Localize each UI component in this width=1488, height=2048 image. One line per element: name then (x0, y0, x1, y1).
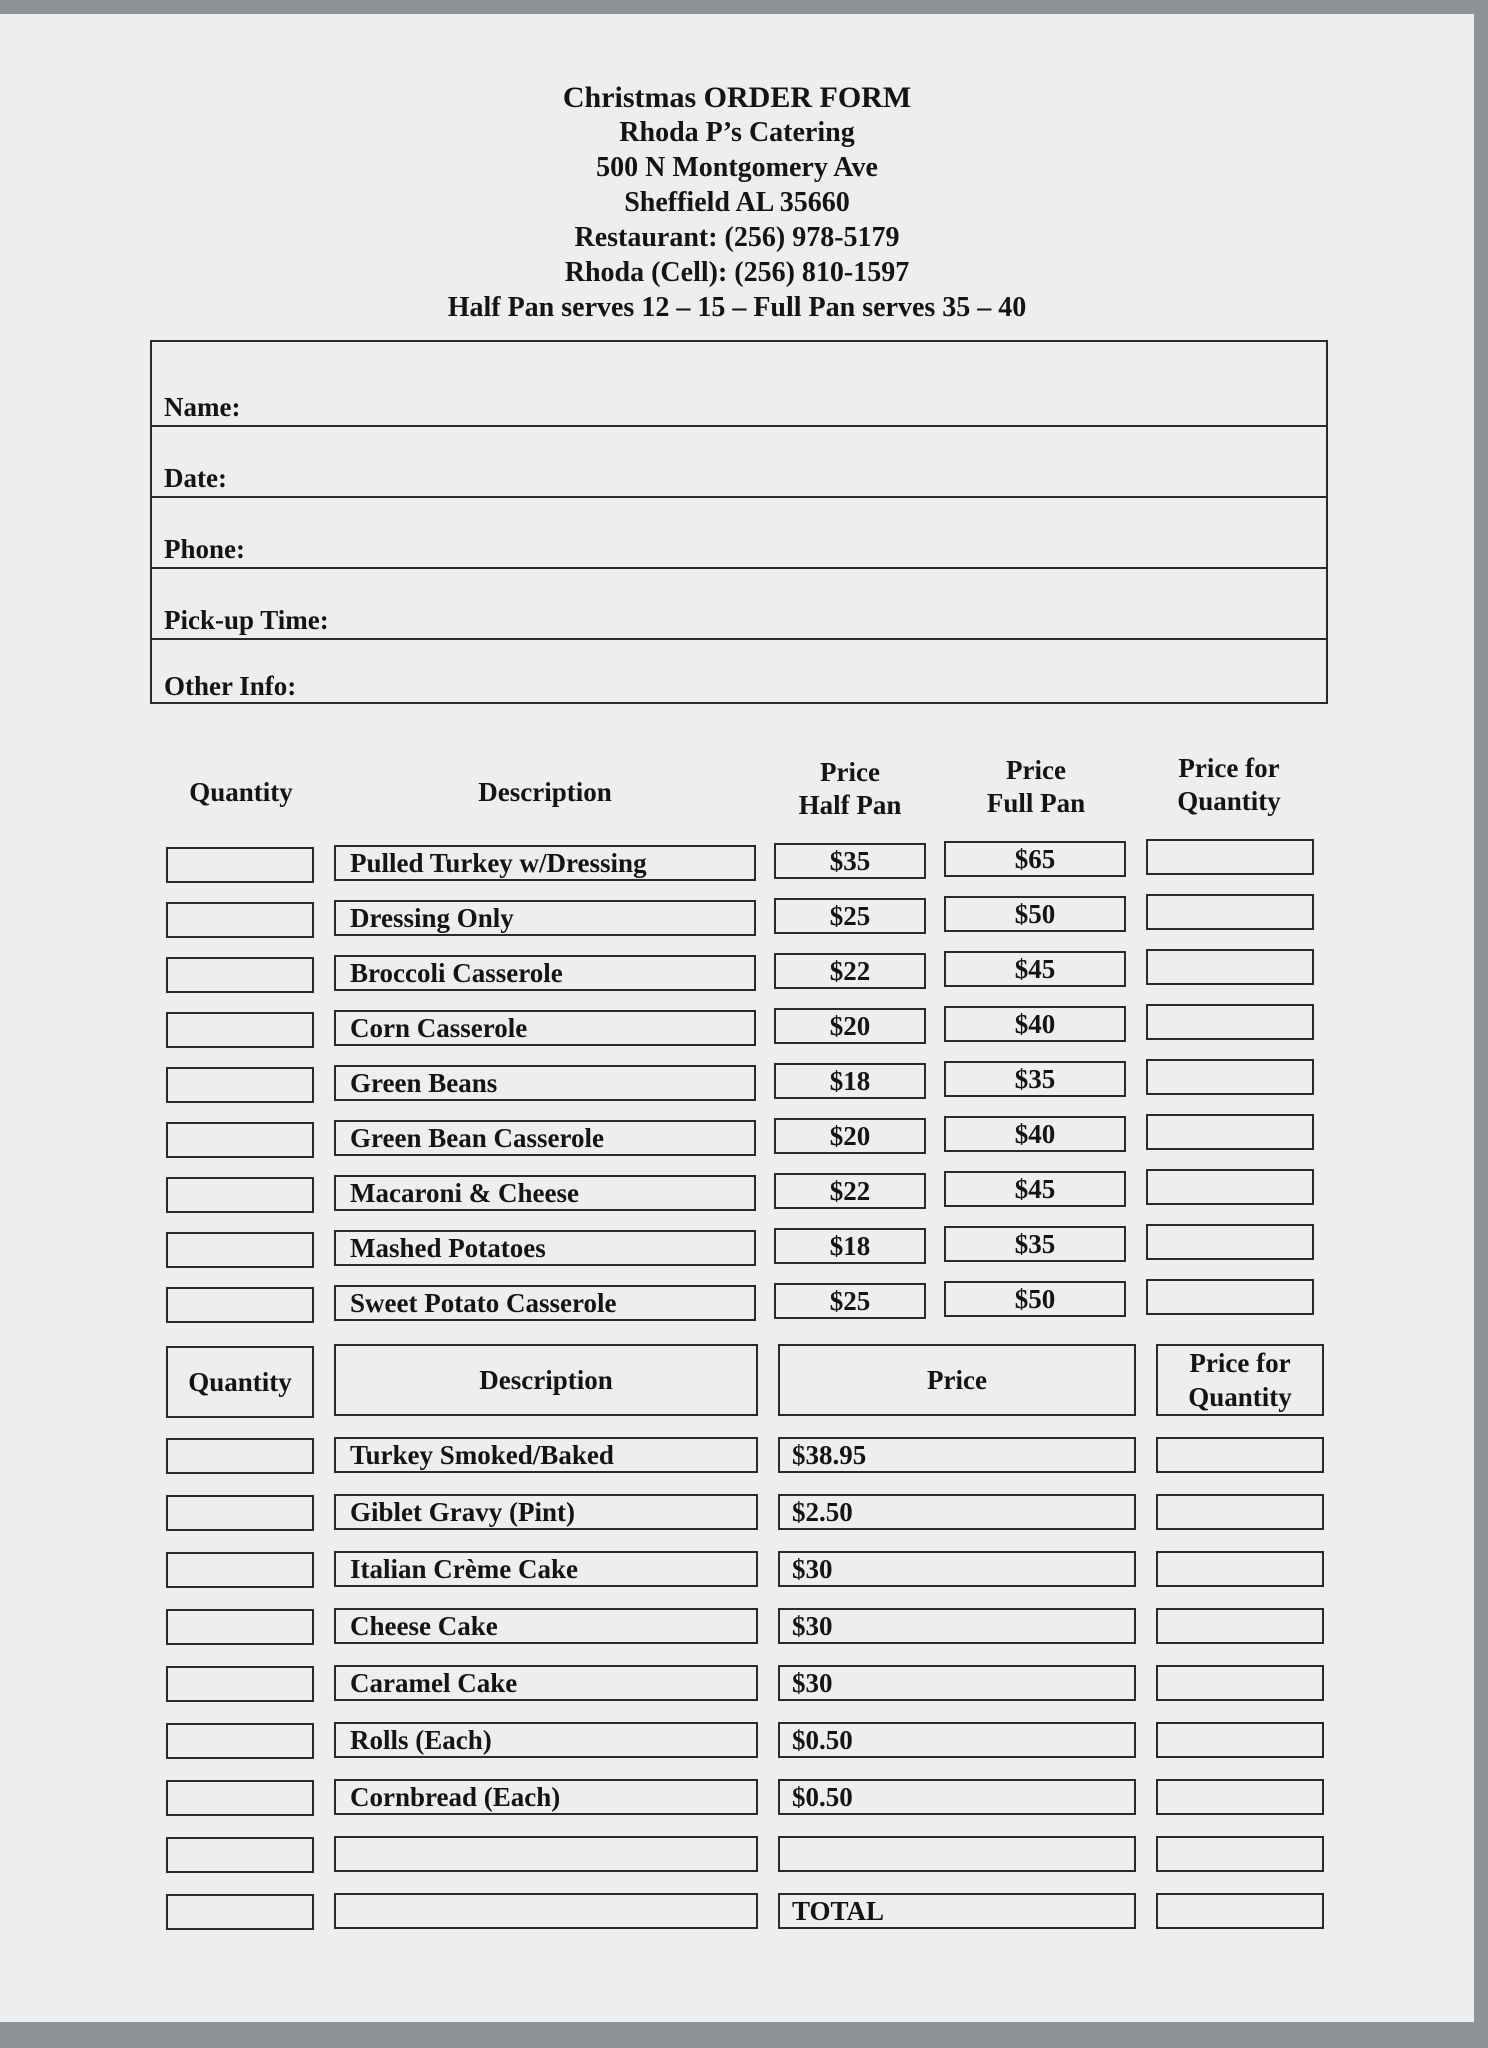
other-info-label: Other Info: (164, 671, 297, 701)
s1-description-cell: Macaroni & Cheese (334, 1175, 756, 1211)
s2-description-cell (334, 1893, 758, 1929)
s1-full-pan-header-line1: Price (1006, 755, 1066, 785)
s2-price-for-quantity-box[interactable] (1156, 1608, 1324, 1644)
s2-price-cell: $30 (778, 1665, 1136, 1701)
s1-full-pan-price: $35 (944, 1226, 1126, 1262)
phone-label: Phone: (164, 534, 245, 564)
s1-price-for-quantity-box[interactable] (1146, 894, 1314, 930)
s2-description-cell (334, 1836, 758, 1872)
pickup-time-label: Pick-up Time: (164, 605, 329, 635)
s1-price-for-quantity-box[interactable] (1146, 1004, 1314, 1040)
pickup-time-field[interactable] (152, 569, 1326, 640)
s1-quantity-box[interactable] (166, 1287, 314, 1323)
s2-quantity-header: Quantity (166, 1346, 314, 1418)
restaurant-phone: Restaurant: (256) 978-5179 (574, 222, 900, 253)
s2-price-for-quantity-box[interactable] (1156, 1665, 1324, 1701)
s2-description-cell: Turkey Smoked/Baked (334, 1437, 758, 1473)
s1-half-pan-price: $22 (774, 1173, 926, 1209)
s2-price-cell: $0.50 (778, 1722, 1136, 1758)
s1-description-cell: Mashed Potatoes (334, 1230, 756, 1266)
s1-half-pan-price: $18 (774, 1228, 926, 1264)
s2-pfq-header-line1: Price for (1189, 1348, 1291, 1378)
other-info-field[interactable] (152, 640, 1326, 704)
s1-full-pan-header (944, 754, 1128, 820)
cell-phone: Rhoda (Cell): (256) 810-1597 (564, 257, 910, 288)
s1-price-for-quantity-box[interactable] (1146, 1279, 1314, 1315)
s1-price-for-quantity-header (1144, 752, 1314, 818)
s1-half-pan-price: $25 (774, 1283, 926, 1319)
s1-half-pan-price: $20 (774, 1008, 926, 1044)
s1-description-cell: Pulled Turkey w/Dressing (334, 845, 756, 881)
business-address: 500 N Montgomery Ave (596, 152, 878, 183)
s1-quantity-box[interactable] (166, 1067, 314, 1103)
s2-price-cell: $38.95 (778, 1437, 1136, 1473)
s1-quantity-box[interactable] (166, 902, 314, 938)
s1-price-for-quantity-box[interactable] (1146, 839, 1314, 875)
s2-price-for-quantity-box[interactable] (1156, 1494, 1324, 1530)
s2-quantity-box[interactable] (166, 1666, 314, 1702)
s2-price-for-quantity-box[interactable] (1156, 1437, 1324, 1473)
s1-half-pan-price: $35 (774, 843, 926, 879)
s2-price-for-quantity-box[interactable] (1156, 1779, 1324, 1815)
order-form-page (0, 14, 1474, 2022)
s1-description-cell: Green Beans (334, 1065, 756, 1101)
s1-quantity-header: Quantity (189, 777, 293, 807)
form-title: Christmas ORDER FORM (562, 81, 912, 114)
s1-half-pan-price: $18 (774, 1063, 926, 1099)
s2-price-for-quantity-box[interactable] (1156, 1722, 1324, 1758)
s1-price-for-quantity-box[interactable] (1146, 1224, 1314, 1260)
s2-description-cell: Italian Crème Cake (334, 1551, 758, 1587)
date-label: Date: (164, 463, 227, 493)
s1-half-pan-price: $20 (774, 1118, 926, 1154)
s1-pfq-header-line2: Quantity (1177, 786, 1281, 816)
total-amount-box[interactable] (1156, 1893, 1324, 1929)
s1-description-cell: Sweet Potato Casserole (334, 1285, 756, 1321)
s2-price-cell: $30 (778, 1551, 1136, 1587)
s1-full-pan-price: $40 (944, 1006, 1126, 1042)
s2-price-cell: $0.50 (778, 1779, 1136, 1815)
s1-half-pan-price: $25 (774, 898, 926, 934)
s1-full-pan-price: $50 (944, 1281, 1126, 1317)
customer-info-box (150, 340, 1328, 704)
s2-pfq-header-line2: Quantity (1188, 1382, 1292, 1412)
s2-quantity-box[interactable] (166, 1837, 314, 1873)
s2-quantity-box[interactable] (166, 1438, 314, 1474)
s2-price-for-quantity-box[interactable] (1156, 1551, 1324, 1587)
s2-price-cell: $30 (778, 1608, 1136, 1644)
s2-quantity-box[interactable] (166, 1552, 314, 1588)
s1-full-pan-price: $45 (944, 951, 1126, 987)
business-name: Rhoda P’s Catering (619, 117, 855, 148)
form-header (0, 80, 1474, 325)
s1-full-pan-price: $45 (944, 1171, 1126, 1207)
name-field[interactable] (152, 342, 1326, 427)
s2-price-header: Price (778, 1344, 1136, 1416)
s1-quantity-box[interactable] (166, 1177, 314, 1213)
s2-description-cell: Cheese Cake (334, 1608, 758, 1644)
s1-description-cell: Corn Casserole (334, 1010, 756, 1046)
s1-quantity-box[interactable] (166, 1122, 314, 1158)
s2-quantity-box[interactable] (166, 1780, 314, 1816)
s2-quantity-box[interactable] (166, 1894, 314, 1930)
s1-quantity-box[interactable] (166, 1012, 314, 1048)
s2-quantity-box[interactable] (166, 1609, 314, 1645)
phone-field[interactable] (152, 498, 1326, 569)
s1-full-pan-header-line2: Full Pan (986, 788, 1086, 818)
s1-half-pan-header (772, 756, 928, 822)
servings-note: Half Pan serves 12 – 15 – Full Pan serves 35 – 40 (447, 292, 1027, 323)
s1-half-pan-header-line1: Price (820, 757, 880, 787)
s2-description-header: Description (334, 1344, 758, 1416)
s2-price-cell (778, 1836, 1136, 1872)
name-label: Name: (164, 392, 241, 422)
date-field[interactable] (152, 427, 1326, 498)
s1-full-pan-price: $65 (944, 841, 1126, 877)
s1-quantity-box[interactable] (166, 957, 314, 993)
s1-full-pan-price: $40 (944, 1116, 1126, 1152)
s2-quantity-box[interactable] (166, 1723, 314, 1759)
s1-description-cell: Green Bean Casserole (334, 1120, 756, 1156)
s2-price-cell: $2.50 (778, 1494, 1136, 1530)
total-label: TOTAL (778, 1893, 1136, 1929)
s2-description-cell: Cornbread (Each) (334, 1779, 758, 1815)
s1-price-for-quantity-box[interactable] (1146, 1059, 1314, 1095)
s2-quantity-box[interactable] (166, 1495, 314, 1531)
s2-description-cell: Caramel Cake (334, 1665, 758, 1701)
s1-half-pan-price: $22 (774, 953, 926, 989)
s1-full-pan-price: $50 (944, 896, 1126, 932)
s1-full-pan-price: $35 (944, 1061, 1126, 1097)
s2-description-cell: Rolls (Each) (334, 1722, 758, 1758)
s2-description-cell: Giblet Gravy (Pint) (334, 1494, 758, 1530)
s1-quantity-box[interactable] (166, 1232, 314, 1268)
s1-price-for-quantity-box[interactable] (1146, 1114, 1314, 1150)
s2-price-for-quantity-header (1156, 1344, 1324, 1416)
s1-half-pan-header-line2: Half Pan (798, 790, 902, 820)
s1-price-for-quantity-box[interactable] (1146, 949, 1314, 985)
s1-description-cell: Broccoli Casserole (334, 955, 756, 991)
s1-description-cell: Dressing Only (334, 900, 756, 936)
s1-description-header: Description (478, 777, 612, 807)
s1-price-for-quantity-box[interactable] (1146, 1169, 1314, 1205)
s1-quantity-box[interactable] (166, 847, 314, 883)
s1-pfq-header-line1: Price for (1178, 753, 1280, 783)
s2-price-for-quantity-box[interactable] (1156, 1836, 1324, 1872)
business-city: Sheffield AL 35660 (624, 187, 850, 218)
